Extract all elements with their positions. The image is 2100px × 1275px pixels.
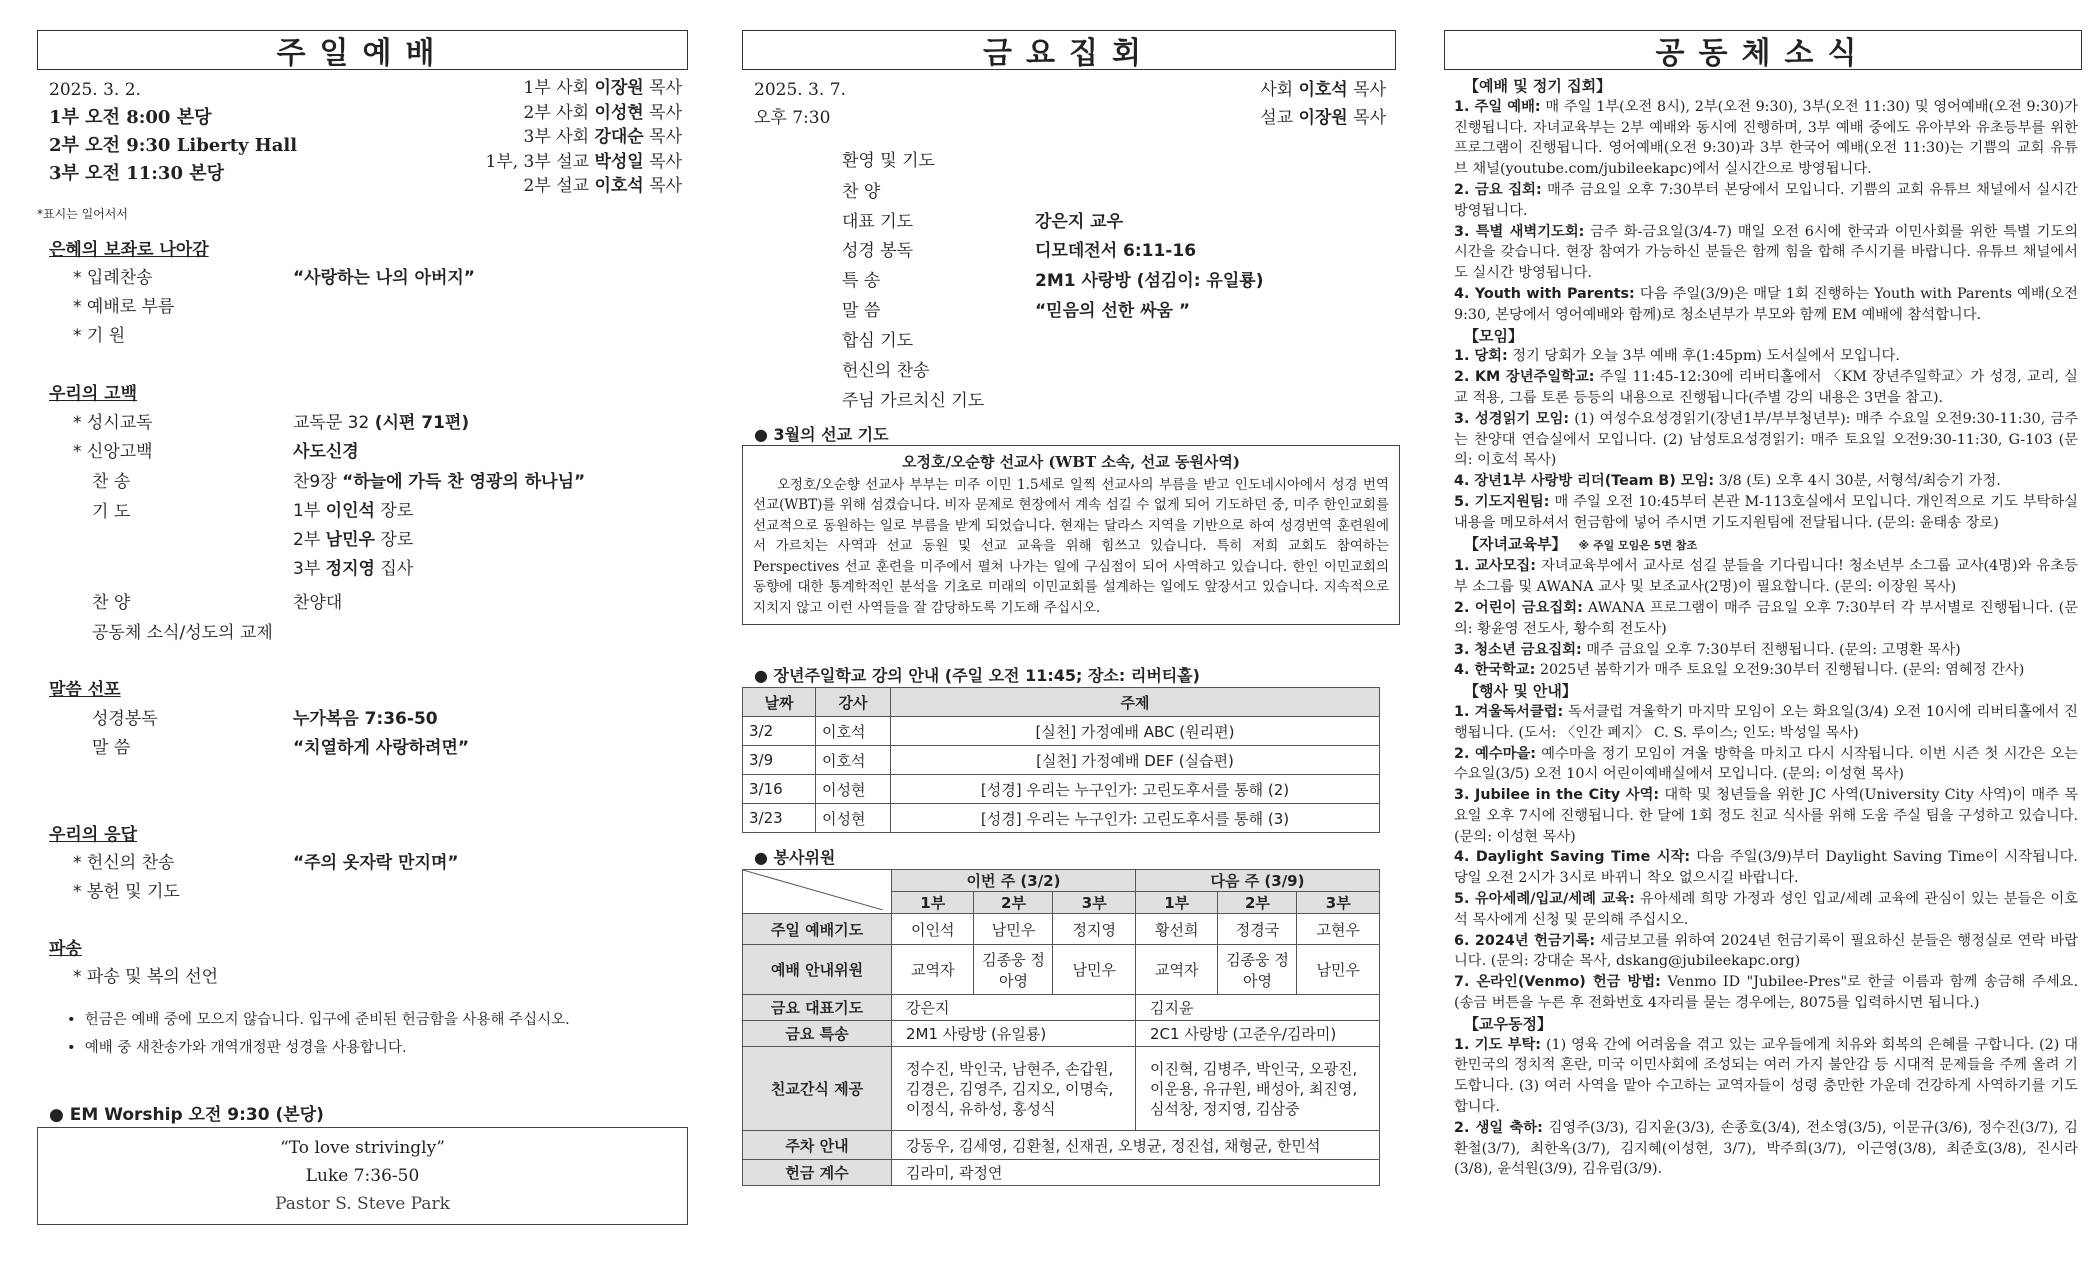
news-item: 3. 성경읽기 모임: (1) 여성수요성경읽기(장년1부/부부청년부): 매주 수요일 오전9:30-11:30, 금주는 찬양대 연습실에서 모입니다. (2) 남성토요성경읽기: 매주 토요일 오전9:30-11:30, G-103 (문의: 이호석 목사) (1454, 410, 2079, 469)
news-item: 3. 청소년 금요집회: 매주 금요일 오후 7:30부터 진행됩니다. (문의: 고명환 목사) (1454, 641, 1961, 658)
table-row: 3/23 이성현 [성경] 우리는 누구인가: 고린도후서를 통해 (3) (743, 804, 1380, 833)
section-heading: 【교우동정】 (1464, 1014, 1552, 1033)
service-3: 3부 오전 11:30 본당 (49, 163, 225, 184)
sunday-date: 2025. 3. 2. (49, 80, 141, 100)
friday-order-item: 헌신의 찬송 (842, 361, 930, 381)
section-heading: 【모임】 (1464, 326, 1523, 345)
news-item: 2. 예수마을: 예수마을 정기 모임이 겨울 방학을 마치고 다시 시작됩니다. 이번 시즌 첫 시간은 오는 수요일(3/5) 오전 10시 어린이예배실에서 모입니다. (문의: 이성현 목사) (1454, 745, 2078, 783)
friday-order-item: 성경 봉독 디모데전서 6:11-16 (842, 241, 1197, 261)
lecture-heading: ● 장년주일학교 강의 안내 (주일 오전 11:45; 장소: 리버티홀) (754, 666, 1200, 685)
friday-order-item: 주님 가르치신 기도 (842, 391, 985, 411)
sunday-title: 주일예배 (37, 30, 688, 70)
section-grace: 은혜의 보좌로 나아감 (49, 240, 209, 260)
table-row: 3/2 이호석 [실천] 가정예배 ABC (원리편) (743, 717, 1380, 746)
news-item: 3. 특별 새벽기도회: 금주 화-금요일(3/4-7) 매일 오전 6시에 한국과 이민사회를 위한 특별 기도의 시간을 갖습니다. 현장 참여가 가능하신 분들은 함께 힘을 합해 주시기를 바랍니다. 유튜브 채널에서도 실시간 방영됩니다. (1454, 223, 2078, 282)
order-item: * 봉헌 및 기도 (73, 882, 180, 902)
section-heading: 【자녀교육부】 ※ 주일 모임은 5면 참조 (1464, 534, 1698, 553)
standing-note: *표시는 일어서서 (37, 207, 128, 221)
order-item: * 기 원 (73, 326, 126, 346)
table-row: 친교간식 제공 정수진, 박인국, 남현주, 손갑원, 김경은, 김영주, 김지오, 이명숙, 이정식, 유하성, 홍성식 이진혁, 김병주, 박인국, 오광진, 이운용, 유규원, 배성아, 최진영, 심석창, 정지영, 김삼중 (743, 1047, 1380, 1131)
order-item: * 성시교독 교독문 32 (시편 71편) (73, 413, 470, 433)
table-row: 3/16 이성현 [성경] 우리는 누구인가: 고린도후서를 통해 (2) (743, 775, 1380, 804)
table-row: 헌금 계수 김라미, 곽정연 (743, 1160, 1380, 1186)
order-item: 성경봉독 누가복음 7:36-50 (92, 709, 438, 729)
friday-date: 2025. 3. 7. (754, 80, 846, 100)
table-row: 금요 특송 2M1 사랑방 (유일룡) 2C1 사랑방 (고준우/김라미) (743, 1021, 1380, 1047)
table-row: 3/9 이호석 [실천] 가정예배 DEF (실습편) (743, 746, 1380, 775)
em-worship-box: “To love strivingly” Luke 7:36-50 Pastor S. Steve Park (37, 1127, 688, 1225)
section-word: 말씀 선포 (49, 680, 121, 700)
table-corner (743, 870, 892, 914)
news-item: 2. 금요 집회: 매주 금요일 오후 7:30부터 본당에서 모입니다. 기쁨의 교회 유튜브 채널에서 실시간 방영됩니다. (1454, 181, 2078, 219)
section-response: 우리의 응답 (49, 825, 138, 845)
news-item: 1. 당회: 정기 당회가 오늘 3부 예배 후(1:45pm) 도서실에서 모입니다. (1454, 348, 1900, 365)
order-item: 말 씀 “치열하게 사랑하려면” (92, 738, 470, 758)
service-1: 1부 오전 8:00 본당 (49, 107, 212, 128)
order-item: 공동체 소식/성도의 교제 (92, 623, 273, 643)
friday-order-item: 합심 기도 (842, 331, 914, 351)
em-worship-heading: ● EM Worship 오전 9:30 (본당) (49, 1105, 324, 1125)
lecture-table: 날짜 강사 주제 3/2 이호석 [실천] 가정예배 ABC (원리편) 3/9 이호석 [실천] 가정예배 DEF (실습편) 3/16 이성현 [성경] 우리는 누구인가: 고린도후서를 통해 (2) 3/23 이성현 [성경] 우리는 누구인가: 고린도후서를 통해 (3) (742, 687, 1380, 833)
news-item: 5. 유아세례/입교/세례 교육: 유아세례 희망 가정과 성인 입교/세례 교육에 관심이 있는 분들은 이호석 목사에게 신청 및 문의해 주십시오. (1454, 891, 2078, 928)
news-item: 5. 기도지원팀: 매 주일 오전 10:45부터 본관 M-113호실에서 모입니다. 개인적으로 기도 부탁하실 내용을 메모하셔서 헌금함에 넣어 주시면 기도지원팀에 전달됩니다. (문의: 윤태송 장로) (1454, 493, 2078, 531)
news-item: 4. Daylight Saving Time 시작: 다음 주일(3/9)부터 Daylight Saving Time이 시작됩니다. 당일 오전 2시가 3시로 바뀌니 착오 없으시길 바랍니다. (1454, 849, 2078, 887)
news-item: 7. 온라인(Venmo) 헌금 방법: Venmo ID "Jubilee-Pres"로 한글 이름과 함께 송금해 주세요. (송금 버튼을 누른 후 전화번호 4자리를 묻는 경우에는, 8075를 입력하시면 됩니다.) (1454, 974, 2078, 1012)
news-item: 4. Youth with Parents: 다음 주일(3/9)은 매달 1회 진행하는 Youth with Parents 예배(오전 9:30, 본당에서 영어예배와 함께)로 청소년부가 부모와 함께 EM 예배에 참석합니다. (1454, 285, 2078, 323)
news-item: 1. 교사모집: 자녀교육부에서 교사로 섬길 분들을 기다립니다! 청소년부 소그룹 교사(4명)와 유초등부 소그룹 및 AWANA 교사 및 보조교사(2명)이 필요합니다. (문의: 이장원 목사) (1454, 558, 2078, 596)
friday-order-item: 특 송 2M1 사랑방 (섬김이: 유일룡) (842, 271, 1264, 291)
order-item: * 입례찬송 “사랑하는 나의 아버지” (73, 268, 475, 288)
table-row: 주차 안내 강동우, 김세영, 김환철, 신재권, 오병균, 정진섭, 채형균, 한민석 (743, 1131, 1380, 1160)
order-item: 찬 송 찬9장 “하늘에 가득 찬 영광의 하나님” (92, 472, 586, 492)
news-item: 2. 어린이 금요집회: AWANA 프로그램이 매주 금요일 오후 7:30부터 각 부서별로 진행됩니다. (문의: 황윤영 전도사, 황수희 전도사) (1454, 599, 2079, 637)
mission-box (742, 445, 1400, 625)
friday-header: 2025. 3. 7. 오후 7:30 사회 이호석 목사 설교 이장원 목사 (742, 76, 1396, 136)
table-row: 금요 대표기도 강은지 김지윤 (743, 995, 1380, 1021)
sunday-header (37, 76, 688, 226)
news-item: 1. 주일 예배: 매 주일 1부(오전 8시), 2부(오전 9:30), 3부(오전 11:30) 및 영어예배(오전 9:30)가 진행됩니다. 자녀교육부는 2부 예배와 동시에 진행하며, 3부 예배 중에도 유아부와 유초등부를 위한 프로그램이 진행됩니다. 영어예배(오전 9:30)과 3부 한국어 예배(오전 11:30)는 기쁨의 교회 유튜브 채널(youtube.com/jubileekapc)에서 실시간으로 방영됩니다. (1454, 98, 2079, 178)
community-news (1444, 76, 2082, 1180)
news-item: 4. 한국학교: 2025년 봄학기가 매주 토요일 오전9:30부터 진행됩니다. (문의: 염혜정 간사) (1454, 662, 2025, 679)
order-item: 찬 양 찬양대 (92, 593, 343, 613)
volunteer-heading: ● 봉사위원 (754, 848, 836, 867)
table-row: 예배 안내위원 교역자 김종웅 정아영 남민우 교역자 김종웅 정아영 남민우 (743, 945, 1380, 995)
diagonal-line (743, 870, 883, 910)
news-item: 1. 기도 부탁: (1) 영육 간에 어려움을 겪고 있는 교우들에게 치유와 회복의 은혜를 구합니다. (2) 대한민국의 정치적 혼란, 미국 이민사회에 조성되는 여러 가지 불안감 등 시대적 문제들을 주께 올려 기도합니다. (3) 여러 사역을 맡아 수고하는 교역자들이 성령 충만한 가운데 건강하게 사역하기를 기도합니다. (1454, 1036, 2079, 1116)
order-item: * 헌신의 찬송 “주의 옷자락 만지며” (73, 853, 459, 873)
friday-order-item: 대표 기도 강은지 교우 (842, 212, 1124, 232)
section-heading: 【행사 및 안내】 (1464, 682, 1577, 701)
news-item: 2. KM 장년주일학교: 주일 11:45-12:30에 리버티홀에서 〈KM 장년주일학교〉가 성경, 교리, 실교 적용, 그룹 토론 등등의 내용으로 진행됩니다(주별 강의 내용은 3면을 참고). (1454, 369, 2078, 406)
order-item: * 신앙고백 사도신경 (73, 442, 359, 462)
mission-text: 오정호/오순향 선교사 부부는 미주 이민 1.5세로 일찍 선교사의 부름을 받고 인도네시아에서 성경 번역 선교(WBT)를 위해 섬겼습니다. 비자 문제로 현장에서 계속 섬길 수 없게 되어 기도하던 중, 미주 한인교회를 선교적으로 동원하는 일로 부름을 받게 되었습니다. 현재는 달라스 지역을 기반으로 하여 성경번역 훈련원에서 가르치는 사역과 선교 동원 및 선교 교육을 위해 힘쓰고 있습니다. 특히 저희 교회도 참여하는 Perspectives 선교 훈련을 미주에서 펼쳐 나가는 일에 구심점이 되어 사역하고 있습니다. 한인 이민교회의 동향에 대한 통계학적인 분석을 기초로 미래의 이민교회를 설계하는 일에도 앞장서고 있습니다. 지속적으로 지치지 않고 이런 사역들을 잘 감당하도록 기도해 주십시오. (753, 476, 1389, 616)
order-item: 기 도 1부 이인석 장로 2부 남민우 장로 3부 정지영 집사 (92, 501, 414, 579)
order-item: * 파송 및 복의 선언 (73, 967, 219, 987)
friday-order-item: 찬 양 (842, 182, 881, 202)
section-sending: 파송 (49, 939, 82, 959)
section-heading: 【예배 및 정기 집회】 (1464, 77, 1612, 95)
mission-title: 오정호/오순향 선교사 (WBT 소속, 선교 동원사역) (901, 453, 1241, 471)
service-2: 2부 오전 9:30 Liberty Hall (49, 135, 298, 156)
friday-order-item: 환영 및 기도 (842, 151, 935, 171)
community-title: 공동체소식 (1444, 30, 2082, 70)
volunteer-table: 이번 주 (3/2) 다음 주 (3/9) 1부 2부 3부 1부 2부 3부 주일 예배기도 이인석 남민우 정지영 황선희 정경국 고현우 예배 안내위원 교역자 김종웅 정아영 남민우 교역자 김종웅 정아영 남민우 금요 대표기도 강은지 김지윤 금요 특송 2M1 사랑방 (유일룡) 2C1 사랑방 (고준우/김라미) 친교간식 제공 정수진, 박인국, 남현주, 손갑원, 김경은, 김영주, 김지오, 이명숙, 이정식, 유하성, 홍성식 이진혁, 김병주, 박인국, 오광진, 이운용, 유규원, 배성아, 최진영, 심석창, 정지영, 김삼중 주차 안내 강동우, 김세영, 김환철, 신재권, 오병균, 정진섭, 채형균, 한민석 헌금 계수 김라미, 곽정연 (742, 869, 1380, 1186)
news-item: 2. 생일 축하: 김영주(3/3), 김지윤(3/3), 손종호(3/4), 전소영(3/5), 이문규(3/6), 정수진(3/7), 김환철(3/7), 최한옥(3/7), 김지혜(이성현, 3/7), 박주희(3/7), 이근영(3/8), 최준호(3/8), 진시라(3/8), 윤석원(3/9), 김유림(3/9). (1454, 1119, 2078, 1178)
friday-time: 오후 7:30 (754, 108, 831, 128)
order-item: * 예배로 부름 (73, 297, 175, 317)
news-item: 4. 장년1부 사랑방 리더(Team B) 모임: 3/8 (토) 오후 4시 30분, 서형석/최승기 가정. (1454, 473, 2001, 490)
notice-bullets: • 헌금은 예배 중에 모으지 않습니다. 입구에 준비된 헌금함을 사용해 주십시오. • 예배 중 새찬송가와 개역개정판 성경을 사용합니다. (67, 1012, 570, 1056)
news-item: 1. 겨울독서클럽: 독서클럽 겨울학기 마지막 모임이 오는 화요일(3/4) 오전 10시에 리버티홀에서 진행됩니다. (도서: 〈인간 폐지〉 C. S. 루이스; 인도: 박성일 목사) (1454, 703, 2078, 741)
community-column (1444, 30, 2082, 1180)
news-item: 6. 2024년 헌금기록: 세금보고를 위하여 2024년 헌금기록이 필요하신 분들은 행정실로 연락 바랍니다. (문의: 강대순 목사, dskang@jubileekapc.org) (1454, 932, 2078, 970)
table-row: 주일 예배기도 이인석 남민우 정지영 황선희 정경국 고현우 (743, 914, 1380, 945)
service-leaders: 1부 사회 이장원 목사 2부 사회 이성현 목사 3부 사회 강대순 목사 1부, 3부 설교 박성일 목사 2부 설교 이호석 목사 (485, 78, 682, 196)
news-item: 3. Jubilee in the City 사역: 대학 및 청년들을 위한 JC 사역(University City 사역)이 매주 목요일 오후 7시에 진행됩니다. 한 달에 1회 정도 친교 식사를 위해 도움 주실 팀을 구성하고 있습니다. (문의: 이성현 목사) (1454, 787, 2078, 845)
section-confession: 우리의 고백 (49, 384, 138, 404)
friday-order-item: 말 씀 “믿음의 선한 싸움 ” (842, 301, 1191, 321)
friday-title: 금요집회 (742, 30, 1396, 70)
mission-heading: ● 3월의 선교 기도 (754, 425, 889, 444)
friday-column (742, 30, 1396, 1182)
sunday-column (37, 30, 688, 1214)
